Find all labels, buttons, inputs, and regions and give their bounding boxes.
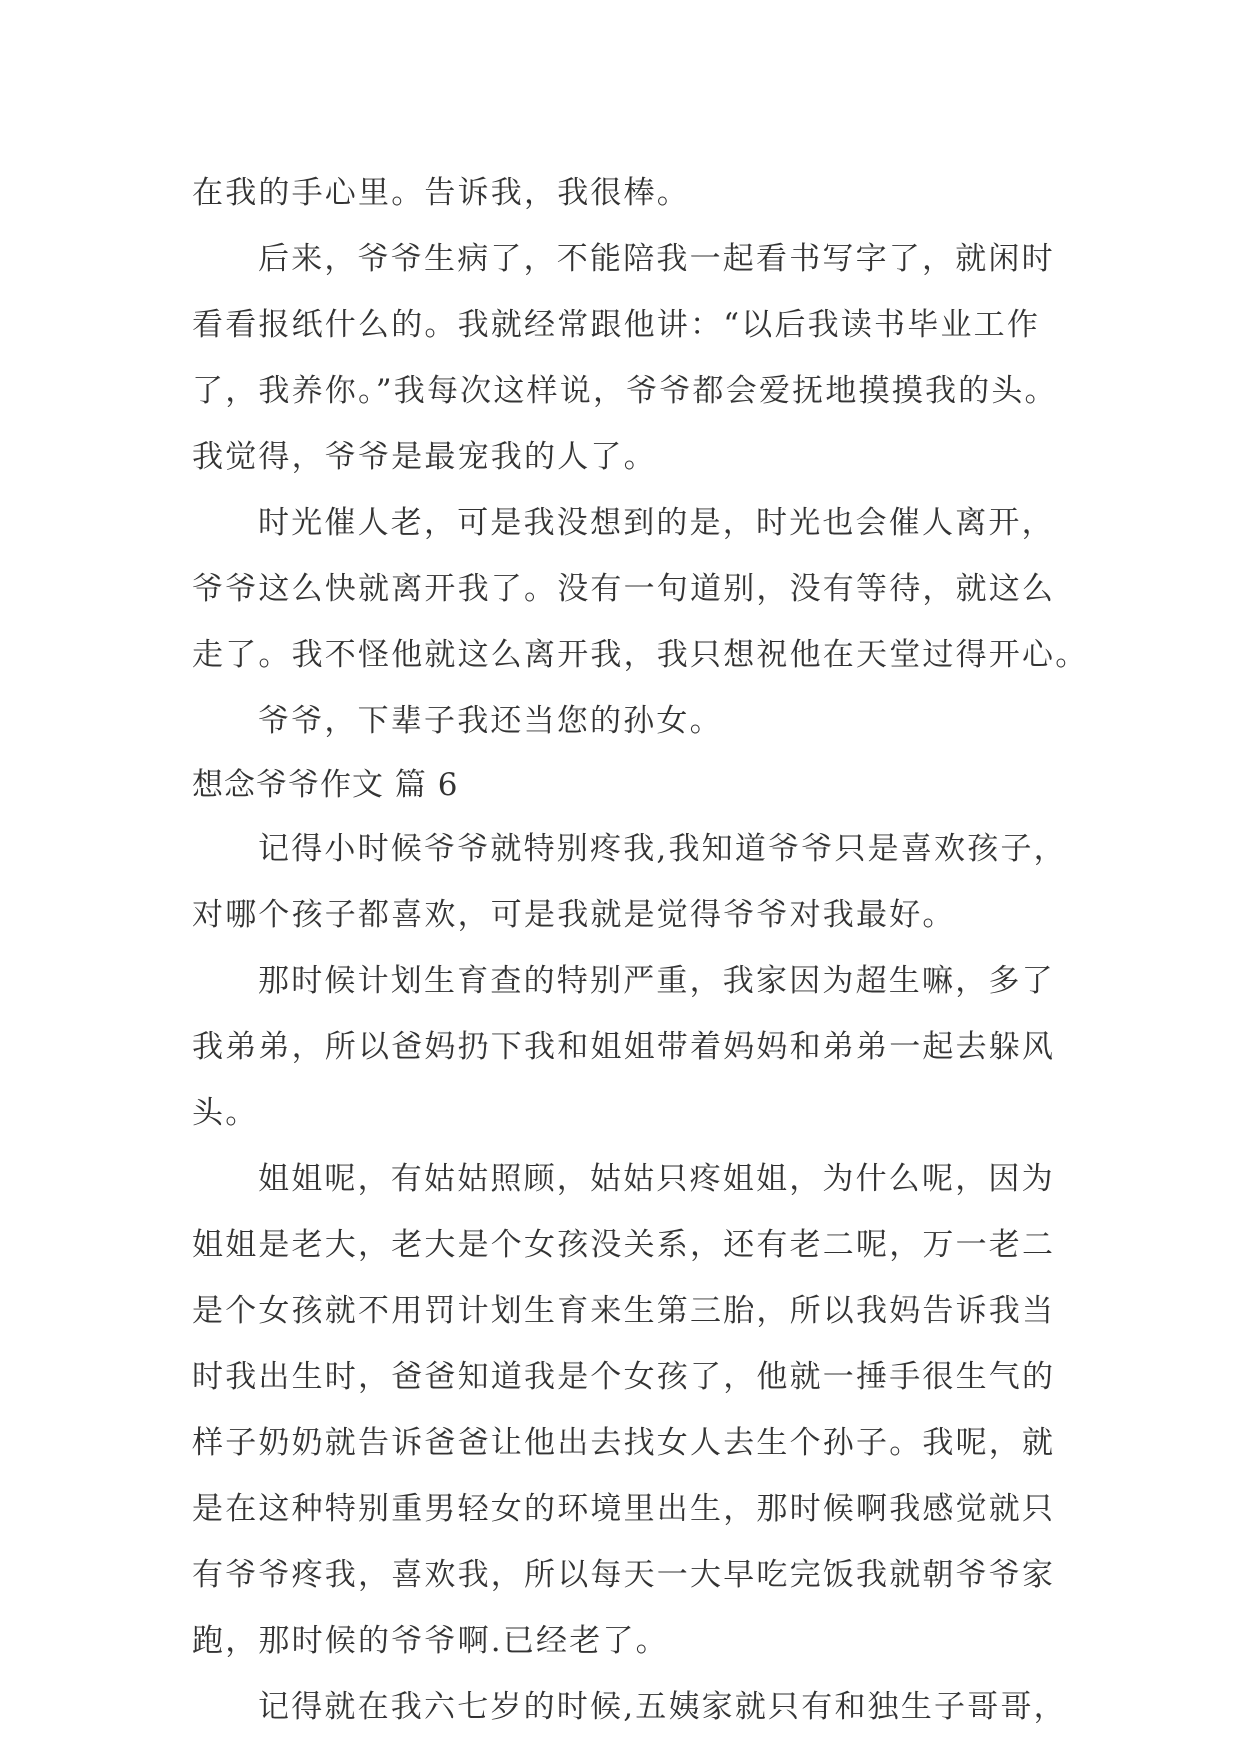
text-line: 跑，那时候的爷爷啊.已经老了。 bbox=[192, 1623, 669, 1659]
text-line: 有爷爷疼我，喜欢我，所以每天一大早吃完饭我就朝爷爷家 bbox=[192, 1557, 1056, 1593]
paragraph-first-line: 时光催人老，可是我没想到的是，时光也会催人离开， bbox=[258, 505, 1055, 541]
text-line: 我觉得，爷爷是最宠我的人了。 bbox=[192, 439, 657, 475]
text-line: 走了。我不怪他就这么离开我，我只想祝他在天堂过得开心。 bbox=[192, 637, 1089, 673]
paragraph-first-line: 后来，爷爷生病了，不能陪我一起看书写字了，就闲时 bbox=[258, 241, 1055, 277]
text-line: 我弟弟，所以爸妈扔下我和姐姐带着妈妈和弟弟一起去躲风 bbox=[192, 1029, 1056, 1065]
paragraph-first-line: 爷爷，下辈子我还当您的孙女。 bbox=[258, 703, 723, 739]
text-line: 爷爷这么快就离开我了。没有一句道别，没有等待，就这么 bbox=[192, 571, 1056, 607]
paragraph-first-line: 姐姐呢，有姑姑照顾，姑姑只疼姐姐，为什么呢，因为 bbox=[258, 1161, 1055, 1197]
paragraph-first-line: 记得就在我六七岁的时候,五姨家就只有和独生子哥哥， bbox=[258, 1689, 1067, 1725]
text-line: 头。 bbox=[192, 1095, 259, 1131]
section-heading: 想念爷爷作文 篇 6 bbox=[192, 767, 459, 803]
text-line: 在我的手心里。告诉我，我很棒。 bbox=[192, 175, 690, 211]
text-line: 姐姐是老大，老大是个女孩没关系，还有老二呢，万一老二 bbox=[192, 1227, 1056, 1263]
text-line: 看看报纸什么的。我就经常跟他讲：“以后我读书毕业工作 bbox=[192, 307, 1041, 343]
article-body bbox=[192, 160, 1089, 1740]
paragraph-first-line: 那时候计划生育查的特别严重，我家因为超生嘛，多了 bbox=[258, 963, 1055, 999]
text-line: 了，我养你。”我每次这样说，爷爷都会爱抚地摸摸我的头。 bbox=[192, 373, 1058, 409]
text-line: 时我出生时，爸爸知道我是个女孩了，他就一捶手很生气的 bbox=[192, 1359, 1056, 1395]
text-line: 是个女孩就不用罚计划生育来生第三胎，所以我妈告诉我当 bbox=[192, 1293, 1056, 1329]
paragraph-first-line: 记得小时候爷爷就特别疼我,我知道爷爷只是喜欢孩子， bbox=[258, 831, 1067, 867]
text-line: 是在这种特别重男轻女的环境里出生，那时候啊我感觉就只 bbox=[192, 1491, 1056, 1527]
text-line: 对哪个孩子都喜欢，可是我就是觉得爷爷对我最好。 bbox=[192, 897, 956, 933]
text-line: 样子奶奶就告诉爸爸让他出去找女人去生个孙子。我呢，就 bbox=[192, 1425, 1056, 1461]
